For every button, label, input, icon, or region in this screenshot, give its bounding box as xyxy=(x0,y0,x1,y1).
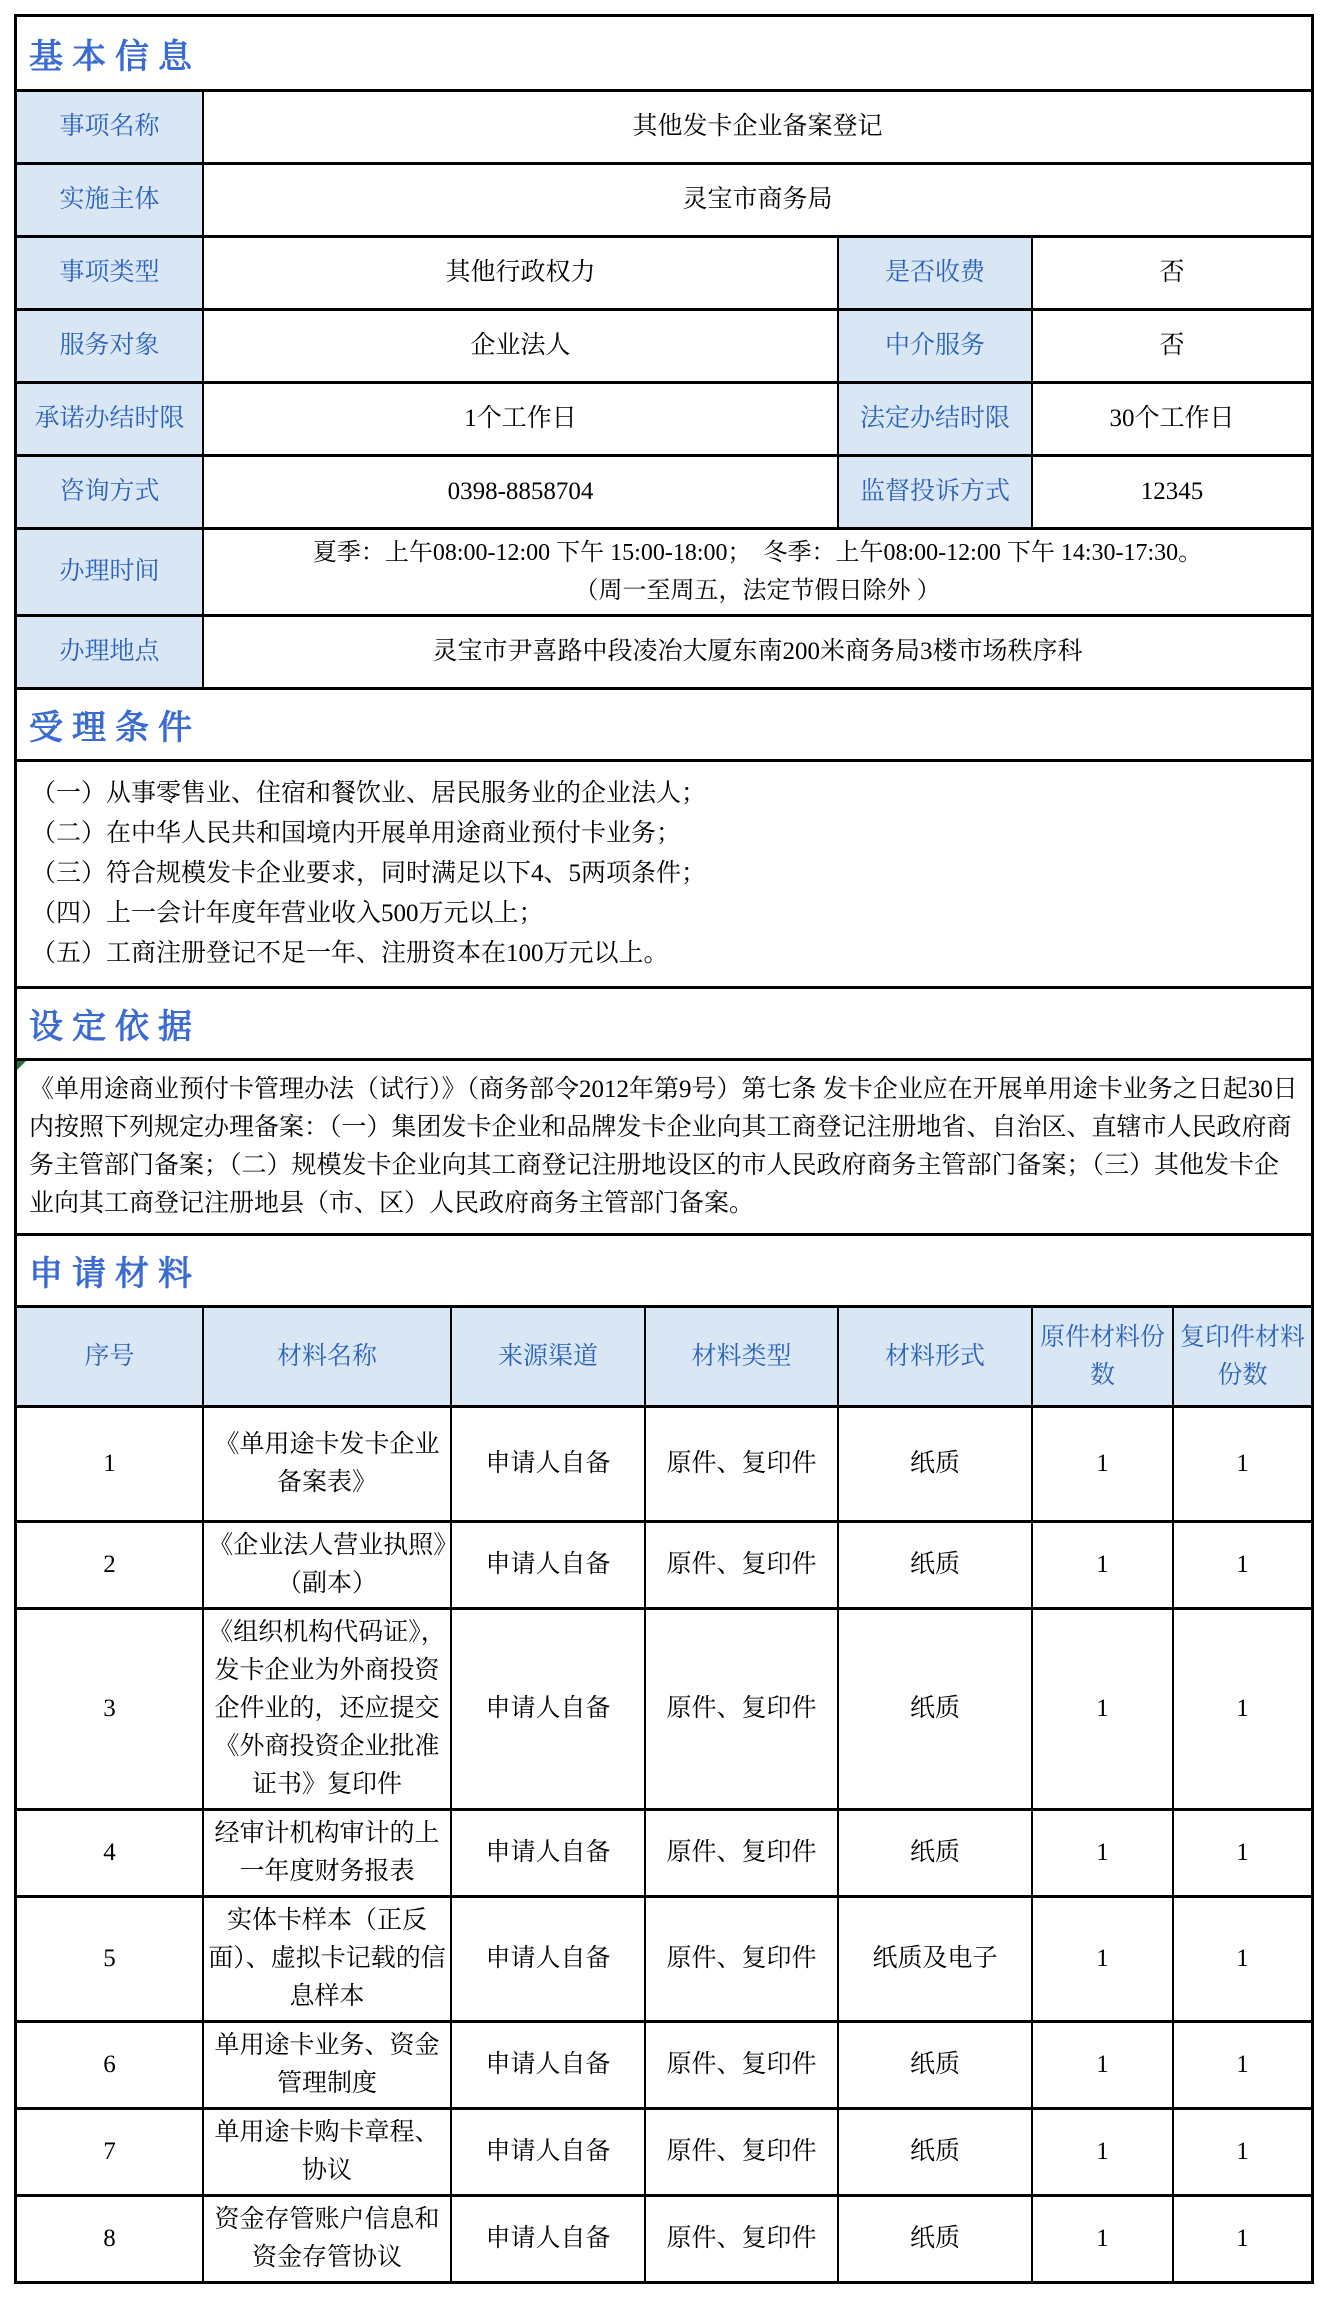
cell-material-type: 原件、复印件 xyxy=(644,1610,837,1808)
field-value-item-name: 其他发卡企业备案登记 xyxy=(202,92,1311,162)
material-row-5 xyxy=(17,1895,1311,2020)
cell-material-name: 单用途卡业务、资金管理制度 xyxy=(202,2023,450,2107)
acceptance-conditions-row xyxy=(17,759,1311,986)
office-hours-line-1: 夏季：上午08:00-12:00 下午 15:00-18:00； 冬季：上午08:00-12:00 下午 14:30-17:30。 xyxy=(312,540,1203,566)
info-row-consultation xyxy=(17,454,1311,527)
cell-material-form: 纸质 xyxy=(837,2110,1031,2194)
cell-material-form: 纸质 xyxy=(837,1523,1031,1607)
cell-original-copies: 1 xyxy=(1031,2023,1172,2107)
material-row-7 xyxy=(17,2107,1311,2194)
info-row-promised-time-limit xyxy=(17,381,1311,454)
field-label-item-name: 事项名称 xyxy=(17,92,202,162)
cell-original-copies: 1 xyxy=(1031,2110,1172,2194)
cell-original-copies: 1 xyxy=(1031,1523,1172,1607)
field-value-consultation: 0398-8858704 xyxy=(202,457,837,527)
cell-material-form: 纸质及电子 xyxy=(837,1898,1031,2020)
cell-original-copies: 1 xyxy=(1031,1408,1172,1520)
cell-source-channel: 申请人自备 xyxy=(450,1811,644,1895)
section-title-acceptance-conditions xyxy=(17,687,1311,759)
field-label-item-type: 事项类型 xyxy=(17,238,202,308)
condition-line: （一）从事零售业、住宿和餐饮业、居民服务业的企业法人； xyxy=(31,780,707,807)
cell-material-name: 《企业法人营业执照》（副本） xyxy=(202,1523,450,1607)
field-label-statutory-time-limit: 法定办结时限 xyxy=(837,384,1031,454)
acceptance-conditions-content xyxy=(17,762,1311,986)
cell-photocopy-copies: 1 xyxy=(1172,2110,1311,2194)
cell-source-channel: 申请人自备 xyxy=(450,1523,644,1607)
cell-photocopy-copies: 1 xyxy=(1172,1523,1311,1607)
cell-material-name: 《组织机构代码证》，发卡企业为外商投资企件业的，还应提交《外商投资企业批准证书》复印件 xyxy=(202,1610,450,1808)
material-row-3 xyxy=(17,1607,1311,1808)
cell-material-type: 原件、复印件 xyxy=(644,1898,837,2020)
info-row-item-type xyxy=(17,235,1311,308)
cell-serial: 2 xyxy=(103,1551,116,1578)
material-row-1 xyxy=(17,1405,1311,1520)
cell-material-form: 纸质 xyxy=(837,1811,1031,1895)
cell-serial: 3 xyxy=(103,1695,116,1722)
condition-line: （五）工商注册登记不足一年、注册资本在100万元以上。 xyxy=(31,940,669,967)
cell-material-type: 原件、复印件 xyxy=(644,2197,837,2281)
cell-source-channel: 申请人自备 xyxy=(450,1610,644,1808)
cell-material-type: 原件、复印件 xyxy=(644,1811,837,1895)
field-value-intermediary-service: 否 xyxy=(1031,311,1311,381)
cell-source-channel: 申请人自备 xyxy=(450,1898,644,2020)
cell-original-copies: 1 xyxy=(1031,2197,1172,2281)
cell-serial: 7 xyxy=(103,2138,116,2165)
cell-source-channel: 申请人自备 xyxy=(450,1408,644,1520)
section-title-text: 受理条件 xyxy=(29,709,201,747)
cell-original-copies: 1 xyxy=(1031,1811,1172,1895)
legal-basis-text: 《单用途商业预付卡管理办法（试行）》（商务部令2012年第9号）第七条 发卡企业应在开展单用途卡业务之日起30日内按照下列规定办理备案：（一）集团发卡企业和品牌发卡企业向其工商登记注册地省、自治区、直辖市人民政府商务主管部门备案；（二）规模发卡企业向其工商登记注册地设区的市人民政府商务主管部门备案；（三）其他发卡企业向其工商登记注册地县（市、区）人民政府商务主管部门备案。 xyxy=(29,1076,1298,1217)
field-value-complaint: 12345 xyxy=(1031,457,1311,527)
info-row-implementing-body xyxy=(17,162,1311,235)
section-title-application-materials xyxy=(17,1233,1311,1305)
cell-source-channel: 申请人自备 xyxy=(450,2110,644,2194)
column-header-material-form: 材料形式 xyxy=(837,1308,1031,1405)
cell-photocopy-copies: 1 xyxy=(1172,1610,1311,1808)
cell-photocopy-copies: 1 xyxy=(1172,1898,1311,2020)
cell-original-copies: 1 xyxy=(1031,1898,1172,2020)
cell-material-type: 原件、复印件 xyxy=(644,1408,837,1520)
section-title-legal-basis xyxy=(17,986,1311,1058)
field-label-complaint: 监督投诉方式 xyxy=(837,457,1031,527)
field-label-promised-time-limit: 承诺办结时限 xyxy=(17,384,202,454)
cell-serial: 4 xyxy=(103,1839,116,1866)
cell-material-form: 纸质 xyxy=(837,1610,1031,1808)
cell-material-type: 原件、复印件 xyxy=(644,2110,837,2194)
cell-material-form: 纸质 xyxy=(837,1408,1031,1520)
field-value-office-location: 灵宝市尹喜路中段凌冶大厦东南200米商务局3楼市场秩序科 xyxy=(202,617,1311,687)
cell-serial: 6 xyxy=(103,2051,116,2078)
column-header-serial: 序号 xyxy=(17,1308,202,1405)
column-header-material-type: 材料类型 xyxy=(644,1308,837,1405)
field-label-implementing-body: 实施主体 xyxy=(17,165,202,235)
condition-line: （三）符合规模发卡企业要求，同时满足以下4、5两项条件； xyxy=(31,860,707,887)
column-header-original-copies: 原件材料份数 xyxy=(1031,1308,1172,1405)
page xyxy=(0,14,1328,2284)
materials-header-row xyxy=(17,1305,1311,1405)
info-row-service-target xyxy=(17,308,1311,381)
cell-serial: 8 xyxy=(103,2225,116,2252)
office-hours-line-2: （周一至周五，法定节假日除外 ） xyxy=(574,578,941,604)
field-value-promised-time-limit: 1个工作日 xyxy=(202,384,837,454)
section-title-text: 设定依据 xyxy=(29,1008,201,1046)
cell-material-form: 纸质 xyxy=(837,2023,1031,2107)
condition-line: （四）上一会计年度年营业收入500万元以上； xyxy=(31,900,544,927)
cell-source-channel: 申请人自备 xyxy=(450,2197,644,2281)
column-header-source-channel: 来源渠道 xyxy=(450,1308,644,1405)
column-header-material-name: 材料名称 xyxy=(202,1308,450,1405)
cell-serial: 5 xyxy=(103,1945,116,1972)
field-value-statutory-time-limit: 30个工作日 xyxy=(1031,384,1311,454)
cell-material-type: 原件、复印件 xyxy=(644,2023,837,2107)
material-row-4 xyxy=(17,1808,1311,1895)
field-label-fee-charged: 是否收费 xyxy=(837,238,1031,308)
cell-material-name: 《单用途卡发卡企业备案表》 xyxy=(202,1408,450,1520)
cell-error-flag-icon xyxy=(17,1061,26,1070)
cell-photocopy-copies: 1 xyxy=(1172,1408,1311,1520)
cell-serial: 1 xyxy=(103,1450,116,1477)
cell-source-channel: 申请人自备 xyxy=(450,2023,644,2107)
cell-material-form: 纸质 xyxy=(837,2197,1031,2281)
condition-line: （二）在中华人民共和国境内开展单用途商业预付卡业务； xyxy=(31,820,682,847)
field-label-consultation: 咨询方式 xyxy=(17,457,202,527)
field-value-fee-charged: 否 xyxy=(1031,238,1311,308)
legal-basis-row xyxy=(17,1058,1311,1233)
info-row-item-name xyxy=(17,89,1311,162)
cell-material-name: 资金存管账户信息和资金存管协议 xyxy=(202,2197,450,2281)
field-value-item-type: 其他行政权力 xyxy=(202,238,837,308)
cell-material-name: 单用途卡购卡章程、协议 xyxy=(202,2110,450,2194)
section-title-text: 基本信息 xyxy=(29,37,201,76)
cell-photocopy-copies: 1 xyxy=(1172,2023,1311,2107)
field-label-intermediary-service: 中介服务 xyxy=(837,311,1031,381)
cell-photocopy-copies: 1 xyxy=(1172,2197,1311,2281)
info-row-office-location xyxy=(17,614,1311,687)
cell-original-copies: 1 xyxy=(1031,1610,1172,1808)
cell-photocopy-copies: 1 xyxy=(1172,1811,1311,1895)
service-info-document xyxy=(14,14,1314,2284)
legal-basis-content xyxy=(17,1061,1311,1233)
field-value-implementing-body: 灵宝市商务局 xyxy=(202,165,1311,235)
material-row-2 xyxy=(17,1520,1311,1607)
material-row-6 xyxy=(17,2020,1311,2107)
field-label-service-target: 服务对象 xyxy=(17,311,202,381)
field-value-office-hours xyxy=(202,530,1311,614)
info-row-office-hours xyxy=(17,527,1311,614)
section-title-basic-info xyxy=(17,17,1311,89)
cell-material-name: 经审计机构审计的上一年度财务报表 xyxy=(202,1811,450,1895)
section-title-text: 申请材料 xyxy=(29,1255,201,1293)
field-value-service-target: 企业法人 xyxy=(202,311,837,381)
cell-material-type: 原件、复印件 xyxy=(644,1523,837,1607)
field-label-office-location: 办理地点 xyxy=(17,617,202,687)
column-header-photocopy-copies: 复印件材料份数 xyxy=(1172,1308,1311,1405)
cell-material-name: 实体卡样本（正反面）、虚拟卡记载的信息样本 xyxy=(202,1898,450,2020)
field-label-office-hours: 办理时间 xyxy=(17,530,202,614)
